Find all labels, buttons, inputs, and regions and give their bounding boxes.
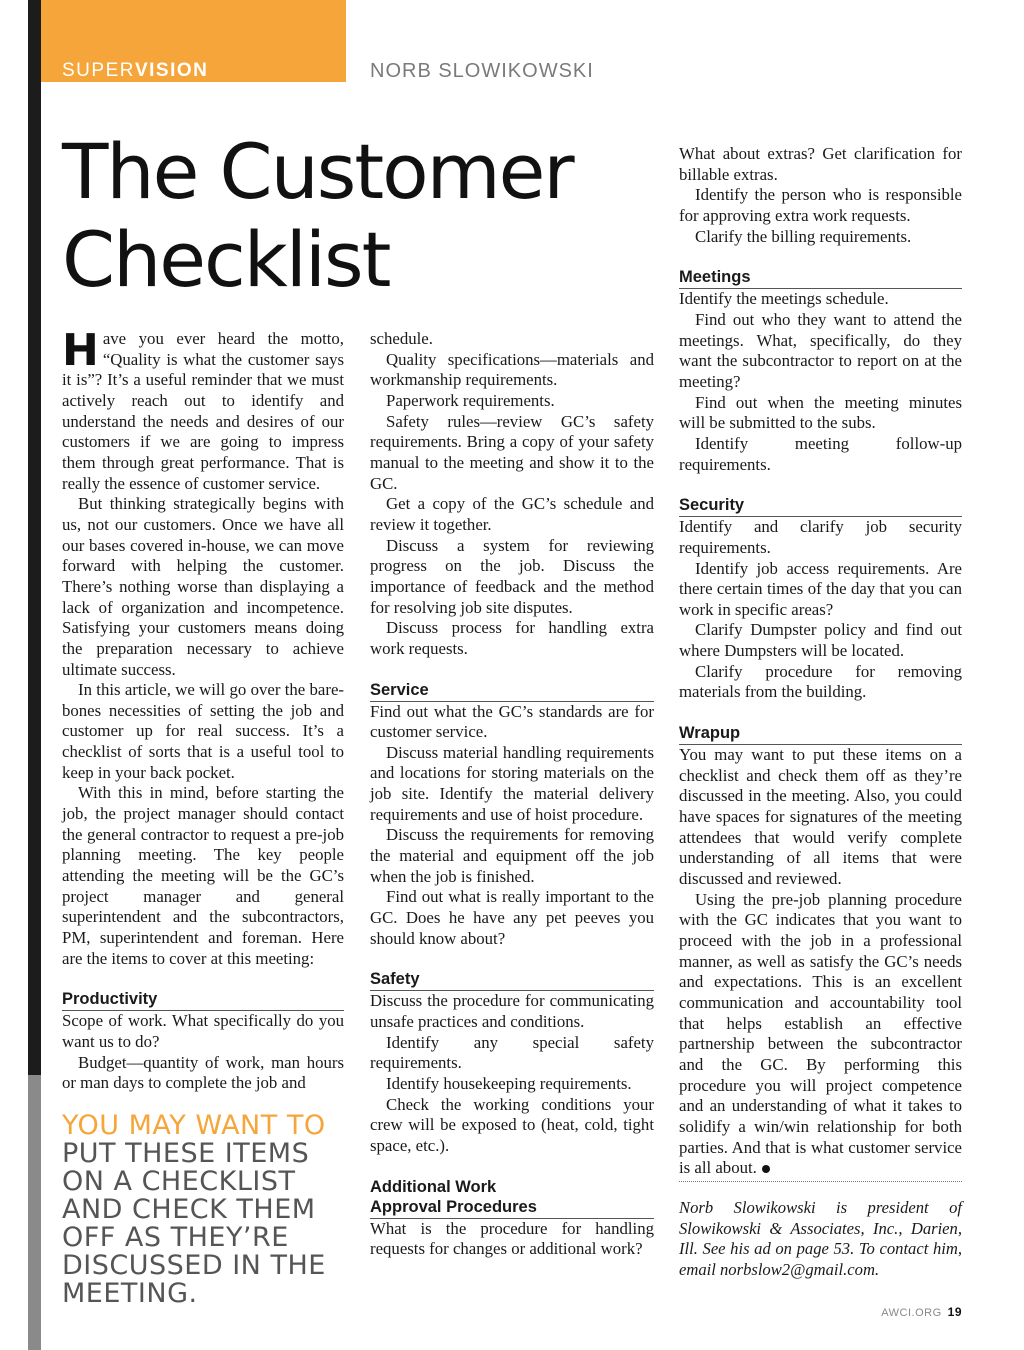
subhead-security: Security	[679, 495, 962, 517]
body-paragraph: Get a copy of the GC’s schedule and review it together.	[370, 494, 654, 534]
body-paragraph: Identify the person who is responsible for approving extra work requests.	[679, 185, 962, 225]
subhead-additional-work	[370, 1177, 654, 1219]
author-bio: Norb Slowikowski is president of Slowikowski & Associates, Inc., Darien, Ill. See his ad on page 53. To contact him, email norbslow2@gmail.com.	[679, 1198, 962, 1279]
body-paragraph: With this in mind, before starting the job, the project manager should contact the general contractor to request a pre-job planning meeting. The key people attending the meeting will be the GC’s project manager and general superintendent and the subcontractors, PM, superintendent and foreman. Here are the items to cover at this meeting:	[62, 783, 344, 968]
body-paragraph: Quality specifications—materials and workmanship requirements.	[370, 349, 654, 390]
end-mark-icon	[762, 1165, 770, 1173]
column-2	[370, 329, 654, 1260]
title-line-2: Checklist	[62, 215, 390, 304]
left-margin-bar-accent	[28, 1075, 41, 1350]
subhead-additional-line-2: Approval Procedures	[370, 1197, 537, 1216]
bio-divider	[679, 1181, 962, 1182]
body-paragraph: Identify job access requirements. Are there certain times of the day that you can work in specific areas?	[679, 558, 962, 619]
body-paragraph: Clarify procedure for removing materials from the building.	[679, 661, 962, 702]
column-3	[679, 144, 962, 1179]
page-footer	[881, 1305, 962, 1319]
body-paragraph: What about extras? Get clarification for billable extras.	[679, 144, 962, 184]
subhead-meetings: Meetings	[679, 267, 962, 289]
column-1	[62, 325, 344, 1094]
section-tag-underline	[62, 83, 212, 85]
body-paragraph: What is the procedure for handling requests for changes or additional work?	[370, 1218, 654, 1259]
body-paragraph: Discuss process for handling extra work requests.	[370, 618, 654, 658]
body-paragraph	[679, 890, 962, 1179]
body-paragraph: Discuss the procedure for communicating unsafe practices and conditions.	[370, 991, 654, 1032]
body-paragraph: Identify meeting follow-up requirements.	[679, 433, 962, 474]
intro-paragraph	[62, 325, 344, 494]
section-tag-light: SUPER	[62, 60, 135, 81]
body-paragraph: In this article, we will go over the bare-bones necessities of setting the job and customer up for real success. It’s a checklist of sorts that is a useful tool to keep in your back pocket.	[62, 680, 344, 782]
body-paragraph: Identify any special safety requirements.	[370, 1032, 654, 1073]
body-paragraph: Find out what is really important to the GC. Does he have any pet peeves you should know about?	[370, 887, 654, 948]
subhead-productivity: Productivity	[62, 989, 344, 1011]
page-number: 19	[947, 1305, 962, 1319]
pull-quote-text: PUT THESE ITEMS ON A CHECKLIST AND CHECK THEM OFF AS THEY’RE DISCUSSED IN THE MEETING.	[62, 1138, 326, 1309]
body-paragraph: Paperwork requirements.	[386, 390, 555, 410]
subhead-wrapup: Wrapup	[679, 723, 962, 745]
body-paragraph: Clarify Dumpster policy and find out where Dumpsters will be located.	[679, 620, 962, 661]
author-byline: NORB SLOWIKOWSKI	[370, 60, 594, 82]
subhead-service: Service	[370, 680, 654, 702]
body-paragraph: Discuss a system for reviewing progress on the job. Discuss the importance of feedback and the method for resolving job site disputes.	[370, 535, 654, 617]
body-paragraph: Find out who they want to attend the meetings. What, specifically, do they want the subcontractor to report on at the meeting?	[679, 309, 962, 391]
body-paragraph: schedule.	[370, 329, 433, 348]
body-paragraph: Discuss material handling requirements and locations for storing materials on the job site. Identify the material delivery requirements and use of hoist procedure.	[370, 742, 654, 824]
section-tag-bold: VISION	[134, 60, 209, 81]
article-title	[62, 128, 622, 304]
subhead-safety: Safety	[370, 969, 654, 991]
body-paragraph: You may want to put these items on a checklist and check them off as they’re discussed in the meeting. Also, you could have spaces for signatures of the meeting attendees that would verify complete understanding of all items that were discussed and reviewed.	[679, 745, 962, 889]
body-paragraph: Budget—quantity of work, man hours or man days to complete the job and	[62, 1052, 344, 1093]
intro-text: ave you ever heard the motto, “Quality is what the customer says it is”? It’s a useful reminder that we must actively reach out to identify and understand the needs and desires of our customers if we are going to impress them through great performance. That is really the essence of customer service.	[62, 329, 344, 493]
title-line-1: The Customer	[62, 127, 573, 216]
body-paragraph: Check the working conditions your crew will be exposed to (heat, cold, tight space, etc.).	[370, 1094, 654, 1155]
section-tag	[62, 60, 208, 82]
body-paragraph: Find out when the meeting minutes will be submitted to the subs.	[679, 392, 962, 433]
body-paragraph: Identify the meetings schedule.	[679, 289, 889, 309]
body-paragraph: Discuss the requirements for removing the material and equipment off the job when the job is finished.	[370, 825, 654, 886]
drop-cap: H	[62, 325, 99, 376]
pull-quote-accent: YOU MAY WANT TO	[62, 1110, 326, 1141]
body-paragraph: Safety rules—review GC’s safety requirements. Bring a copy of your safety manual to the meeting and show it to the GC.	[370, 411, 654, 493]
body-paragraph: Clarify the billing requirements.	[695, 226, 912, 246]
body-paragraph: Find out what the GC’s standards are for customer service.	[370, 701, 654, 742]
body-paragraph: Identify housekeeping requirements.	[386, 1074, 632, 1093]
body-paragraph: But thinking strategically begins with us, not our customers. Once we have all our bases covered in-house, we can move forward with helping the customer. There’s nothing worse than displaying a lack of organization and incompetence. Satisfying your customers means doing the preparation necessary to achieve ultimate success.	[62, 494, 344, 679]
body-paragraph: Scope of work. What specifically do you want us to do?	[62, 1011, 344, 1051]
pull-quote	[62, 1112, 352, 1308]
closing-text: Using the pre-job planning procedure with the GC indicates that you want to proceed with the job in a professional manner, as well as satisfy the GC’s needs and expectations. This is an excellent communication and accountability tool that helps establish an effective partnership between the subcontractor and the GC. By performing this procedure you will project competence and an understanding of what it takes to solidify a win/win relationship for both parties. And that is what customer service is all about.	[679, 889, 962, 1178]
subhead-additional-line-1: Additional Work	[370, 1177, 497, 1196]
body-paragraph: Identify and clarify job security requirements.	[679, 517, 962, 557]
footer-site: AWCI.ORG	[881, 1307, 942, 1319]
